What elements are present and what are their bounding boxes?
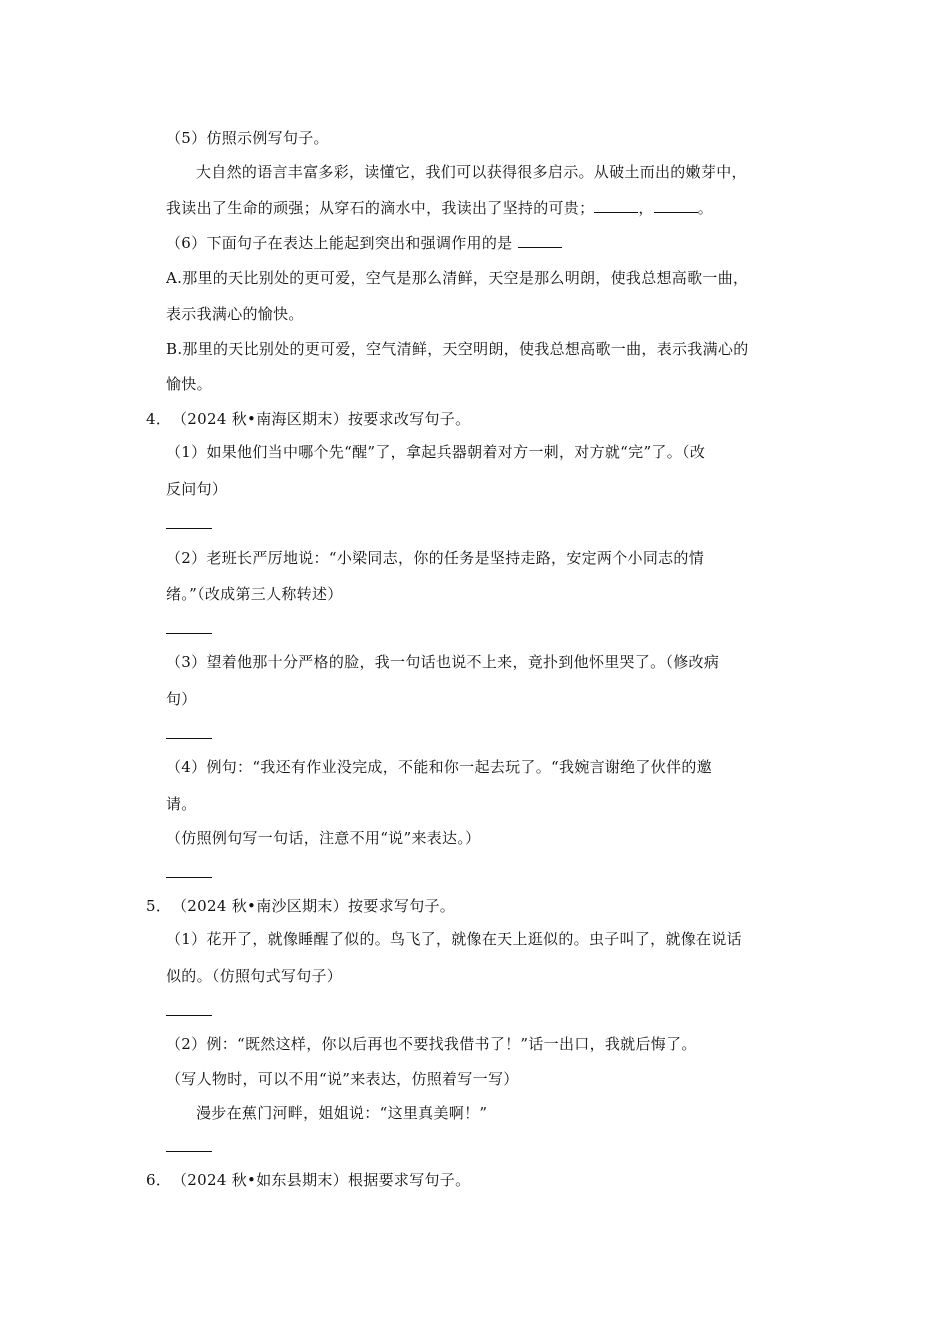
answer-line[interactable] [166, 633, 212, 634]
q6-title: （2024 秋•如东县期末）根据要求写句子。 [172, 1171, 471, 1189]
answer-line[interactable] [166, 738, 212, 739]
q4-sub3-line2: 句） [166, 690, 197, 708]
q5-sub1-line1: （1）花开了，就像睡醒了似的。鸟飞了，就像在天上逛似的。虫子叫了，就像在说话 [166, 930, 742, 948]
q3-sub6-text: （6）下面句子在表达上能起到突出和强调作用的是 [166, 234, 513, 252]
q4-sub4-line2: 请。 [166, 795, 197, 813]
q3-sub6-label [166, 233, 562, 253]
q5-title: （2024 秋•南沙区期末）按要求写句子。 [172, 897, 456, 915]
q3-sub5-paragraph-line1: 大自然的语言丰富多彩，读懂它，我们可以获得很多启示。从破土而出的嫩芽中， [196, 163, 747, 181]
q4-sub1-line2: 反问句） [166, 480, 228, 498]
answer-line[interactable] [166, 1151, 212, 1152]
q6-header [146, 1170, 470, 1190]
q4-sub1-line1: （1）如果他们当中哪个先“醒”了，拿起兵器朝着对方一刺，对方就“完”了。（改 [166, 443, 706, 461]
q4-sub4-line1: （4）例句：“我还有作业没完成，不能和你一起去玩了。“我婉言谢绝了伙伴的邀 [166, 758, 712, 776]
q4-number: 4． [146, 410, 172, 428]
q4-sub3-line1: （3）望着他那十分严格的脸，我一句话也说不上来，竟扑到他怀里哭了。（修改病 [166, 653, 720, 671]
q3-sub5-paragraph-line2 [166, 198, 713, 218]
q4-header [146, 409, 470, 429]
q4-sub4-line3: （仿照例句写一句话，注意不用“说”来表达。） [166, 829, 481, 847]
q5-number: 5． [146, 897, 172, 915]
q5-header [146, 896, 455, 916]
answer-blank[interactable] [518, 233, 562, 248]
answer-line[interactable] [166, 1015, 212, 1016]
answer-line[interactable] [166, 528, 212, 529]
q4-sub2-line1: （2）老班长严厉地说：“小梁同志，你的任务是坚持走路，安定两个小同志的情 [166, 549, 705, 567]
q3-option-b-line1: B.那里的天比别处的更可爱，空气清鲜，天空明朗，使我总想高歌一曲，表示我满心的 [166, 340, 749, 358]
answer-line[interactable] [166, 877, 212, 878]
q4-sub2-line2: 绪。”（改成第三人称转述） [166, 585, 343, 603]
q3-option-b-line2: 愉快。 [166, 375, 212, 393]
q3-sub5-label: （5）仿照示例写句子。 [166, 129, 329, 147]
separator: ， [638, 199, 654, 217]
q4-title: （2024 秋•南海区期末）按要求改写句子。 [172, 410, 471, 428]
answer-blank[interactable] [594, 198, 638, 213]
q5-sub2-line3: 漫步在蕉门河畔，姐姐说：“这里真美啊！” [196, 1104, 488, 1122]
q5-sub2-line2: （写人物时，可以不用“说”来表达，仿照着写一写） [166, 1070, 519, 1088]
q5-sub2-line1: （2）例：“既然这样，你以后再也不要找我借书了！”话一出口，我就后悔了。 [166, 1035, 697, 1053]
period: 。 [697, 199, 714, 217]
q3-option-a-line2: 表示我满心的愉快。 [166, 305, 304, 323]
q5-sub1-line2: 似的。（仿照句式写句子） [166, 967, 343, 985]
answer-blank[interactable] [654, 198, 698, 213]
q3-sub5-text: 我读出了生命的顽强；从穿石的滴水中，我读出了坚持的可贵； [166, 199, 595, 217]
q6-number: 6． [146, 1171, 172, 1189]
q3-option-a-line1: A.那里的天比别处的更可爱，空气是那么清鲜，天空是那么明朗，使我总想高歌一曲， [166, 269, 749, 287]
